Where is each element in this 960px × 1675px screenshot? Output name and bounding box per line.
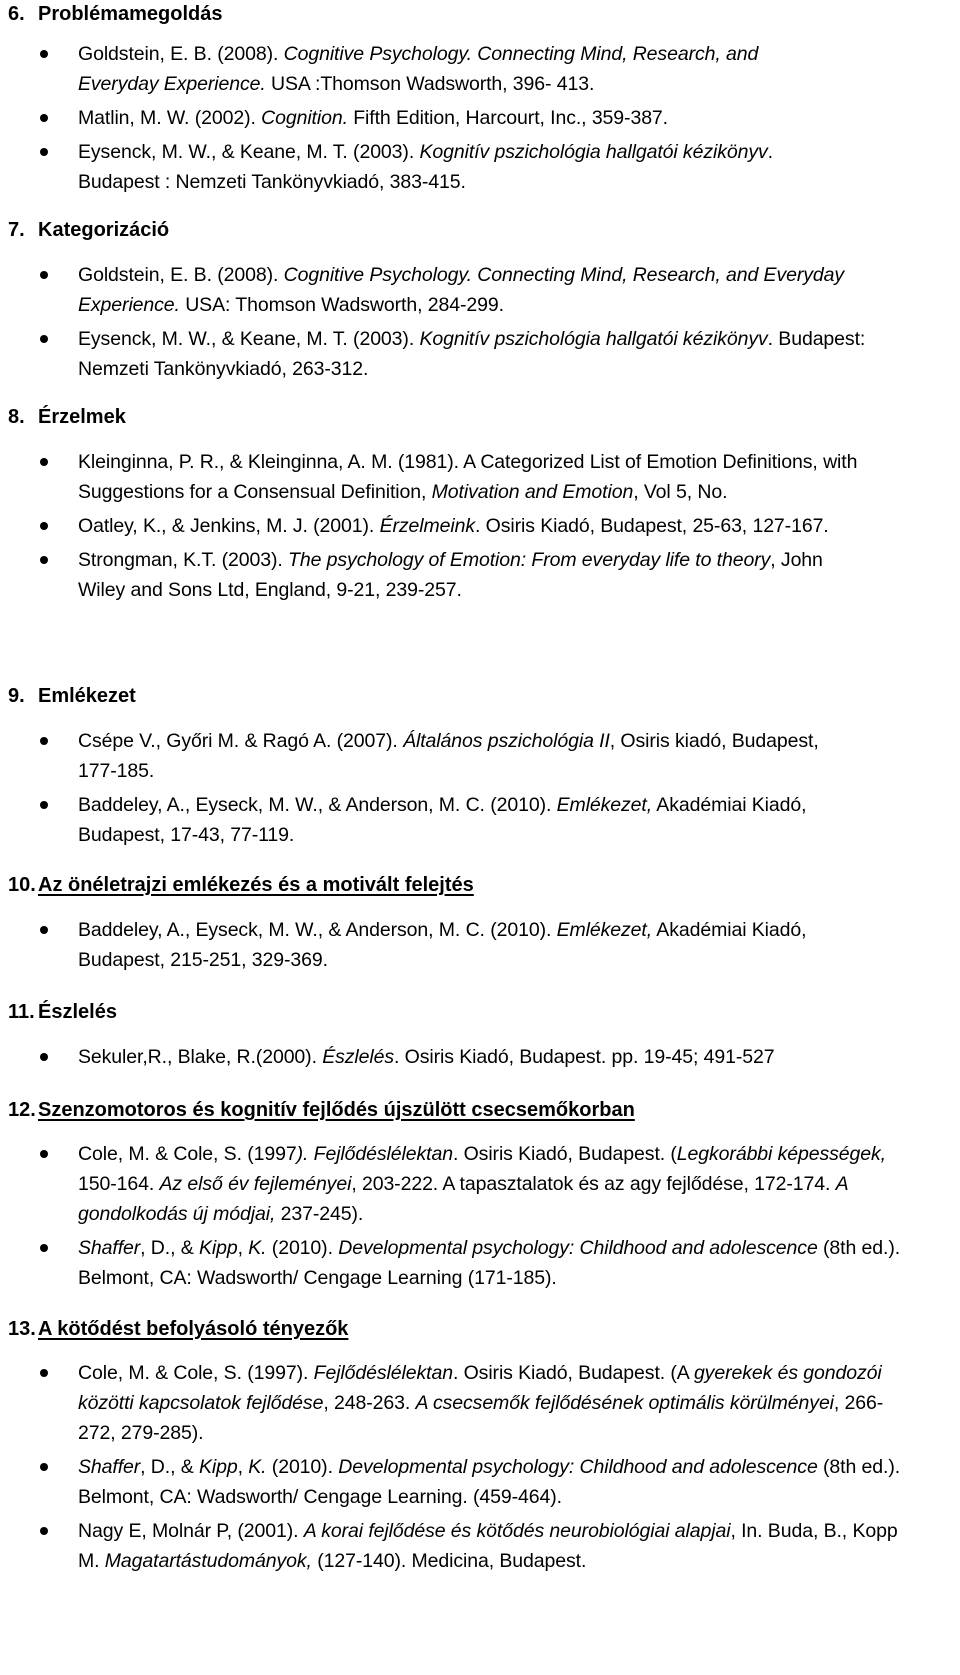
section-heading <box>8 684 936 708</box>
reference-italic-text: Shaffer <box>78 1237 141 1259</box>
section-emotions <box>8 405 936 605</box>
reference-item <box>8 511 858 541</box>
reference-list <box>8 1042 936 1072</box>
reference-item <box>8 790 858 850</box>
reference-text: USA :Thomson Wadsworth, 396- 413. <box>265 73 595 95</box>
reference-item <box>8 1516 913 1576</box>
reference-text: Akadémiai Kiadó, Budapest, 17-43, 77-119. <box>78 794 807 846</box>
reference-list <box>8 1358 936 1576</box>
reference-item <box>8 260 888 320</box>
section-number: 6. <box>8 3 25 25</box>
reference-text: Baddeley, A., Eyseck, M. W., & Anderson, M. C. (2010). <box>78 919 557 941</box>
reference-item <box>8 324 888 384</box>
reference-text: Akadémiai Kiadó, Budapest, 215-251, 329-369. <box>78 919 807 971</box>
reference-italic-text: The psychology of Emotion: From everyday life to theory <box>288 549 771 571</box>
reference-text: Matlin, M. W. (2002). <box>78 107 262 129</box>
reference-item <box>8 1139 913 1229</box>
reference-text: (2010). <box>266 1237 339 1259</box>
section-heading <box>8 218 936 242</box>
section-attachment-factors <box>8 1317 936 1576</box>
reference-italic-text: Kipp <box>198 1456 238 1478</box>
reference-text: . Budapest: Nemzeti Tankönyvkiadó, 263-312. <box>78 328 866 380</box>
reference-italic-text: Legkorábbi képességek, <box>676 1143 886 1165</box>
section-number: 11. <box>8 1001 35 1023</box>
reference-text: , D., & <box>140 1456 199 1478</box>
reference-item <box>8 103 828 133</box>
reference-text: Eysenck, M. W., & Keane, M. T. (2003). <box>78 141 420 163</box>
reference-text: Nagy E, Molnár P, (2001). <box>78 1520 304 1542</box>
reference-item <box>8 545 858 605</box>
section-number: 13. <box>8 1318 36 1340</box>
reference-list <box>8 726 936 850</box>
section-sensorimotor-development <box>8 1098 936 1293</box>
section-memory <box>8 684 936 850</box>
reference-italic-text: Kipp <box>198 1237 238 1259</box>
section-number: 7. <box>8 219 25 241</box>
reference-text: . Osiris Kiadó, Budapest. (A <box>452 1362 694 1384</box>
section-heading <box>8 1317 936 1341</box>
reference-text: (127-140). Medicina, Budapest. <box>311 1550 587 1572</box>
reference-text: Sekuler,R., Blake, R.(2000). <box>78 1046 323 1068</box>
section-heading <box>8 1000 936 1024</box>
reference-italic-text: Fejlődéslélektan <box>313 1362 453 1384</box>
reference-text: (8th ed.). Belmont, CA: Wadsworth/ Cengage Learning. (459-464). <box>78 1456 901 1508</box>
section-categorization <box>8 218 936 384</box>
reference-italic-text: Cognition. <box>261 107 348 129</box>
section-number: 9. <box>8 685 25 707</box>
section-title: Kategorizáció <box>38 219 170 241</box>
section-number: 12. <box>8 1099 36 1121</box>
reference-text: Oatley, K., & Jenkins, M. J. (2001). <box>78 515 380 537</box>
reference-text: , Osiris kiadó, Budapest, 177-185. <box>78 730 819 782</box>
reference-italic-text: gyerekek és gondozói közötti kapcsolatok fejlődése <box>78 1362 882 1414</box>
section-title: Érzelmek <box>38 406 126 428</box>
section-title: Észlelés <box>38 1001 117 1023</box>
reference-text: Goldstein, E. B. (2008). <box>78 43 284 65</box>
reference-text: 237-245). <box>275 1203 364 1225</box>
reference-text: . Osiris Kiadó, Budapest. ( <box>452 1143 677 1165</box>
reference-italic-text: K. <box>248 1237 267 1259</box>
reference-text: 150-164. <box>78 1173 160 1195</box>
reference-item <box>8 1358 913 1448</box>
reference-list <box>8 915 936 975</box>
reference-text: , John Wiley and Sons Ltd, England, 9-21, 239-257. <box>78 549 823 601</box>
reference-italic-text: Kognitív pszichológia hallgatói kézikönyv <box>419 141 768 163</box>
reference-text: , 248-263. <box>323 1392 416 1414</box>
reference-text: . Osiris Kiadó, Budapest, 25-63, 127-167. <box>475 515 829 537</box>
reference-text: Cole, M. & Cole, S. (1997). <box>78 1362 314 1384</box>
reference-italic-text: Cognitive Psychology. Connecting Mind, Research, and Everyday Experience. <box>78 43 759 95</box>
reference-italic-text: Cognitive Psychology. Connecting Mind, Research, and Everyday Experience. <box>78 264 845 316</box>
reference-italic-text: ). Fejlődéslélektan <box>296 1143 453 1165</box>
reference-italic-text: Magatartástudományok, <box>104 1550 312 1572</box>
reference-text: , <box>237 1456 249 1478</box>
reference-text: , D., & <box>140 1237 199 1259</box>
reference-text: Fifth Edition, Harcourt, Inc., 359-387. <box>347 107 668 129</box>
reference-italic-text: Kognitív pszichológia hallgatói kézikönyv <box>419 328 768 350</box>
reference-text: Cole, M. & Cole, S. (1997 <box>78 1143 297 1165</box>
reference-text: , Vol 5, No. <box>633 481 728 503</box>
section-number: 8. <box>8 406 25 428</box>
reference-list <box>8 260 936 384</box>
reference-item <box>8 447 858 507</box>
reference-italic-text: Emlékezet, <box>556 919 653 941</box>
section-title: Az önéletrajzi emlékezés és a motivált felejtés <box>38 874 474 896</box>
reference-italic-text: Általános pszichológia II <box>403 730 610 752</box>
reference-text: Csépe V., Győri M. & Ragó A. (2007). <box>78 730 404 752</box>
reference-text: (2010). <box>266 1456 339 1478</box>
reference-italic-text: Észlelés <box>322 1046 395 1068</box>
section-heading <box>8 2 936 26</box>
reference-italic-text: A csecsemők fejlődésének optimális körülményei <box>415 1392 834 1414</box>
reference-list <box>8 39 936 197</box>
reference-text: (8th ed.). Belmont, CA: Wadsworth/ Cengage Learning (171-185). <box>78 1237 901 1289</box>
section-heading <box>8 873 936 897</box>
reference-item <box>8 1042 938 1072</box>
section-heading <box>8 405 936 429</box>
reference-italic-text: Az első év fejleményei <box>159 1173 352 1195</box>
reference-item <box>8 1233 913 1293</box>
reference-text: USA: Thomson Wadsworth, 284-299. <box>179 294 504 316</box>
reference-text: , 203-222. A tapasztalatok és az agy fejlődése, 172-174. <box>351 1173 836 1195</box>
reference-italic-text: K. <box>248 1456 267 1478</box>
reference-text: , <box>237 1237 249 1259</box>
section-problem-solving <box>8 2 936 197</box>
reference-italic-text: Motivation and Emotion <box>431 481 634 503</box>
reference-text: Goldstein, E. B. (2008). <box>78 264 284 286</box>
reference-text: , In. Buda, B., Kopp M. <box>78 1520 898 1572</box>
reference-text: Kleinginna, P. R., & Kleinginna, A. M. (1981). A Categorized List of Emotion Definitions, with Suggestions for a Consensual Definition, <box>78 451 858 503</box>
reference-text: Strongman, K.T. (2003). <box>78 549 289 571</box>
reference-italic-text: Érzelmeink <box>379 515 476 537</box>
section-number: 10. <box>8 874 36 896</box>
reference-italic-text: A korai fejlődése és kötődés neurobiológiai alapjai <box>303 1520 731 1542</box>
reference-list <box>8 1139 936 1293</box>
reference-item <box>8 39 828 99</box>
reference-text: Eysenck, M. W., & Keane, M. T. (2003). <box>78 328 420 350</box>
section-title: A kötődést befolyásoló tényezők <box>38 1318 349 1340</box>
reference-item <box>8 726 858 786</box>
reference-text: Baddeley, A., Eyseck, M. W., & Anderson, M. C. (2010). <box>78 794 557 816</box>
reference-italic-text: Developmental psychology: Childhood and adolescence <box>338 1237 818 1259</box>
reference-text: . Osiris Kiadó, Budapest. pp. 19-45; 491-527 <box>394 1046 775 1068</box>
reference-italic-text: Shaffer <box>78 1456 141 1478</box>
reference-italic-text: A gondolkodás új módjai, <box>78 1173 848 1225</box>
reference-text: , 266-272, 279-285). <box>78 1392 884 1444</box>
reference-list <box>8 447 936 605</box>
reference-item <box>8 915 818 975</box>
reference-item <box>8 137 828 197</box>
section-perception <box>8 1000 936 1072</box>
reference-italic-text: Developmental psychology: Childhood and adolescence <box>338 1456 818 1478</box>
reference-italic-text: Emlékezet, <box>556 794 653 816</box>
reference-item <box>8 1452 913 1512</box>
section-title: Problémamegoldás <box>38 3 223 25</box>
reference-text: . Budapest : Nemzeti Tankönyvkiadó, 383-415. <box>78 141 773 193</box>
section-heading <box>8 1098 936 1122</box>
section-title: Szenzomotoros és kognitív fejlődés újszülött csecsemőkorban <box>38 1099 635 1121</box>
section-title: Emlékezet <box>38 685 136 707</box>
section-autobiographical-memory <box>8 873 936 975</box>
